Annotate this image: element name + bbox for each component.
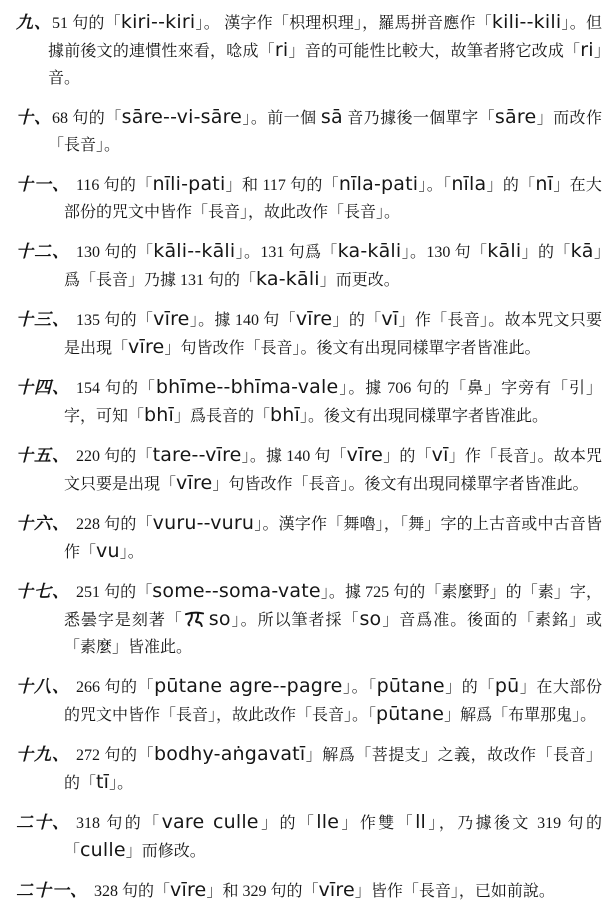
body-text: 」音的可能性比較大，故筆者將它改成「 [288, 43, 581, 60]
list-item [8, 374, 602, 430]
romanized-term: vuru--vuru [152, 512, 255, 534]
body-text: 328 句的「 [94, 883, 171, 900]
romanized-term: some--soma-vate [152, 580, 321, 602]
romanized-term: ll [415, 811, 427, 833]
body-text: 」的「 [383, 448, 432, 465]
romanized-term: kili--kili [491, 11, 562, 33]
romanized-term: ka-kāli [256, 268, 320, 290]
item-number: 二十一、 [16, 881, 88, 900]
romanized-term: vīre [128, 336, 165, 358]
body-text: 130 句的「 [76, 244, 154, 261]
romanized-term: pū [494, 675, 520, 697]
romanized-term: sāre [494, 106, 537, 128]
romanized-term: culle [80, 839, 126, 861]
romanized-term: vīre [346, 444, 384, 466]
romanized-term: vīre [170, 879, 207, 901]
body-text: 」解爲「布單那鬼」。 [444, 707, 597, 724]
romanized-term: vīre [318, 879, 355, 901]
item-number: 十九、 [16, 745, 70, 764]
body-text: 」和 329 句的「 [206, 883, 319, 900]
body-text: 」在大部份的咒文中皆作「長音」，故此改作「長音」。 [64, 177, 602, 221]
body-text: 」。130 句「 [401, 244, 488, 261]
body-text: 」。據 140 句「 [241, 448, 347, 465]
body-text: 」。據 706 句的「鼻」字旁有「引」字，可知「 [64, 380, 602, 425]
body-text: 266 句的「 [76, 679, 155, 696]
romanized-term: kāli [487, 240, 522, 262]
romanized-term: tare--vīre [152, 444, 242, 466]
romanized-term: pūtane [376, 675, 445, 697]
body-text: 」爲「長音」乃據 131 句的「 [64, 244, 602, 289]
list-item [8, 442, 602, 498]
romanized-term: so [359, 608, 382, 630]
item-number: 十一、 [16, 175, 70, 194]
romanized-term: ka-kāli [337, 240, 402, 262]
item-number: 十八、 [16, 677, 70, 696]
romanized-term: bhīme--bhīma-vale [155, 376, 339, 398]
list-item [8, 741, 602, 797]
body-text: 」皆作「長音」，已如前說。 [354, 883, 555, 900]
body-text: 」。 漢字作「枳理枳理」，羅馬拼音應作「 [195, 15, 492, 32]
romanized-term: pūtane agre--pagre [154, 675, 343, 697]
romanized-term: nīli-pati [152, 173, 226, 195]
body-text: 51 句的「 [52, 15, 121, 32]
body-text: 」。後文有出現同樣單字者皆准此。 [300, 408, 549, 425]
romanized-term: bodhy-aṅgavatī [153, 743, 306, 765]
romanized-term: vu [96, 540, 120, 562]
romanized-term: so [208, 608, 231, 630]
romanized-term: ri [580, 39, 594, 61]
body-text: 」。131 句爲「 [235, 244, 338, 261]
body-text: 251 句的「 [76, 584, 153, 601]
body-text: 」。漢字作「舞嚕」，「舞」字的上古音或中古音皆作「 [64, 516, 602, 561]
body-text: 」，乃據後文 319 句的「 [64, 815, 602, 860]
body-text: 音乃據後一個單字「 [342, 110, 495, 127]
list-item [8, 238, 602, 294]
item-number: 九、 [16, 13, 52, 32]
body-text: 」。 [119, 544, 144, 561]
body-text: 220 句的「 [76, 448, 153, 465]
body-text: 68 句的「 [52, 110, 122, 127]
item-number: 十六、 [16, 514, 70, 533]
body-text: 」作「長音」。故本咒文只要是出現「 [64, 312, 602, 357]
corrections-list [8, 9, 602, 905]
list-item [8, 578, 602, 661]
item-number: 十、 [16, 108, 52, 127]
body-text: 」。所以筆者採「 [230, 612, 360, 629]
body-text: 」句皆改作「長音」。後文有出現同樣單字者皆准此。 [212, 476, 589, 493]
item-number: 十七、 [16, 582, 70, 601]
list-item [8, 877, 602, 905]
romanized-term: ri [274, 39, 289, 61]
item-number: 二十、 [16, 813, 70, 832]
item-number: 十二、 [16, 242, 70, 261]
list-item [8, 9, 602, 92]
list-item [8, 306, 602, 362]
body-text: 154 句的「 [76, 380, 156, 397]
romanized-term: bhī [270, 404, 300, 426]
body-text: 」的「 [486, 177, 536, 194]
body-text: 」爲長音的「 [174, 408, 271, 425]
siddham-so-glyph [184, 609, 205, 628]
body-text: 228 句的「 [76, 516, 153, 533]
romanized-term: vī [381, 308, 399, 330]
body-text: 」。據 140 句「 [189, 312, 296, 329]
item-number: 十四、 [16, 378, 70, 397]
item-number: 十三、 [16, 310, 70, 329]
body-text: 」。「 [342, 679, 377, 696]
list-item [8, 171, 602, 226]
body-text: 」。前一個 [242, 110, 321, 127]
body-text: 」的「 [521, 244, 571, 261]
body-text: 」和 117 句的「 [225, 177, 339, 194]
romanized-term: nī [535, 173, 554, 195]
list-item [8, 673, 602, 729]
body-text: 」在大部份的咒文中皆作「長音」，故此改作「長音」。「 [64, 679, 602, 724]
body-text: 」的「 [332, 312, 382, 329]
romanized-term: sāre--vi-sāre [121, 106, 243, 128]
list-item [8, 104, 602, 159]
body-text: 」音爲准。後面的「素銘」或「素麼」皆准此。 [64, 612, 602, 656]
body-text: 272 句的「 [76, 747, 154, 764]
body-text: 116 句的「 [76, 177, 153, 194]
list-item [8, 809, 602, 865]
romanized-term: vīre [176, 472, 213, 494]
romanized-term: kiri--kiri [120, 11, 196, 33]
body-text: 」。「 [418, 177, 452, 194]
romanized-term: vare culle [161, 811, 259, 833]
romanized-term: vīre [295, 308, 333, 330]
item-number: 十五、 [16, 446, 70, 465]
body-text: 」解爲「菩提支」之義，故改作「長音」的「 [64, 747, 602, 792]
romanized-term: kā [570, 240, 594, 262]
body-text: 」而改作「長音」。 [48, 110, 602, 154]
body-text: 318 句的「 [76, 815, 162, 832]
romanized-term: bhī [144, 404, 174, 426]
romanized-term: lle [316, 811, 340, 833]
romanized-term: sā [320, 106, 343, 128]
list-item [8, 510, 602, 566]
romanized-term: nīla-pati [338, 173, 419, 195]
romanized-term: pūtane [376, 703, 445, 725]
romanized-term: kāli--kāli [153, 240, 236, 262]
body-text: 」而修改。 [125, 843, 206, 860]
body-text: 」的「 [258, 815, 317, 832]
body-text: 」。 [109, 775, 134, 792]
body-text: 」句皆改作「長音」。後文有出現同樣單字者皆准此。 [164, 340, 541, 357]
romanized-term: vī [431, 444, 449, 466]
body-text: 」。但據前後文的連慣性來看，唸成「 [48, 15, 602, 60]
body-text: 」音。 [48, 43, 602, 87]
body-text: 135 句的「 [76, 312, 154, 329]
body-text: 」而更改。 [319, 272, 400, 289]
romanized-term: vīre [153, 308, 190, 330]
body-text: 」作「長音」。故本咒文只要是出現「 [64, 448, 602, 493]
body-text: 」的「 [444, 679, 495, 696]
romanized-term: nīla [451, 173, 487, 195]
romanized-term: tī [96, 771, 110, 793]
body-text: 」作雙「 [339, 815, 416, 832]
body-text: 」。據 725 句的「素麼野」的「素」字，悉曇字是刻著「 [64, 584, 602, 629]
